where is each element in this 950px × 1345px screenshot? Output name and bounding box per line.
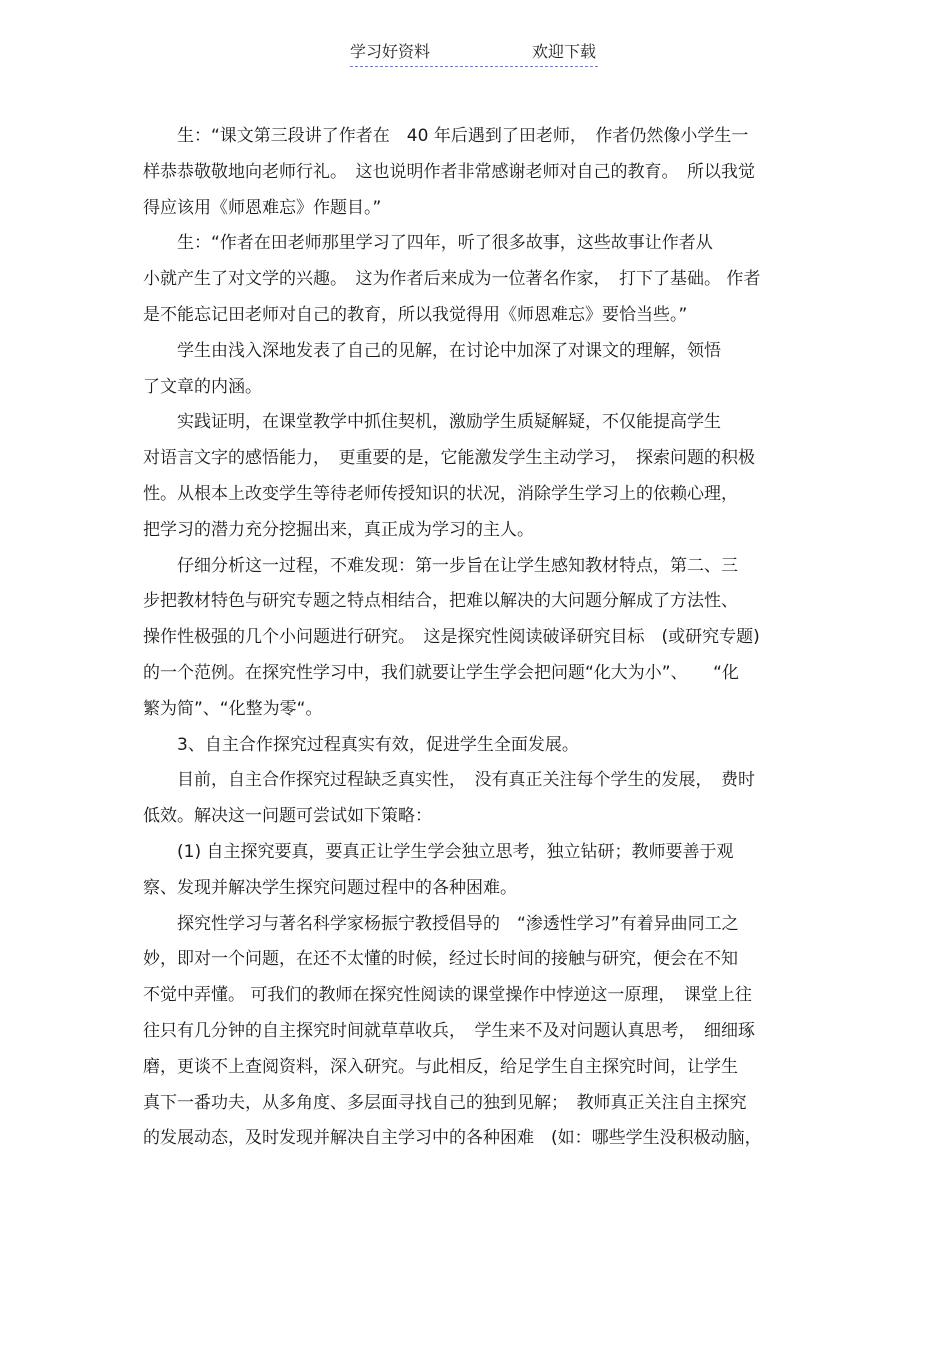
text-line: 目前，自主合作探究过程缺乏真实性， 没有真正关注每个学生的发展， 费时 (143, 770, 755, 791)
text-line: 把学习的潜力充分挖掘出来，真正成为学习的主人。 (143, 519, 534, 540)
text-line: 3、自主合作探究过程真实有效，促进学生全面发展。 (143, 734, 579, 755)
text-line: 是不能忘记田老师对自己的教育，所以我觉得用《师恩难忘》要恰当些。” (143, 305, 688, 325)
text-line: 步把教材特色与研究专题之特点相结合，把难以解决的大问题分解成了方法性、 (143, 591, 738, 612)
text-line: 仔细分析这一过程，不难发现：第一步旨在让学生感知教材特点，第二、三 (143, 555, 738, 576)
text-line: 探究性学习与著名科学家杨振宁教授倡导的 “渗透性学习”有着异曲同工之 (143, 913, 739, 934)
text-line: 的发展动态，及时发现并解决自主学习中的各种困难 (如：哪些学生没积极动脑， (143, 1128, 762, 1149)
text-line: 了文章的内涵。 (143, 376, 262, 397)
text-line: 磨，更谈不上查阅资料，深入研究。与此相反，给足学生自主探究时间，让学生 (143, 1056, 738, 1077)
text-line: 生：“作者在田老师那里学习了四年，听了很多故事，这些故事让作者从 (143, 233, 713, 254)
text-line: 低效。解决这一问题可尝试如下策略： (143, 806, 432, 827)
header-right-text: 欢迎下载 (531, 42, 596, 61)
text-line: 察、发现并解决学生探究问题过程中的各种困难。 (143, 877, 517, 898)
text-line: 的一个范例。在探究性学习中，我们就要让学生学会把问题“化大为小”、 “化 (143, 663, 739, 683)
text-line: 性。从根本上改变学生等待老师传授知识的状况，消除学生学习上的依赖心理， (143, 484, 738, 504)
text-line: 对语言文字的感悟能力， 更重要的是，它能激发学生主动学习， 探索问题的积极 (143, 448, 755, 469)
text-line: 真下一番功夫，从多角度、多层面寻找自己的独到见解； 教师真正关注自主探究 (143, 1092, 747, 1113)
text-line: 生：“课文第三段讲了作者在 40 年后遇到了田老师， 作者仍然像小学生一 (143, 126, 749, 146)
text-line: 小就产生了对文学的兴趣。 这为作者后来成为一位著名作家， 打下了基础。 作者 (143, 269, 761, 290)
text-line: 实践证明，在课堂教学中抓住契机，激励学生质疑解疑，不仅能提高学生 (143, 412, 721, 433)
text-line: 样恭恭敬敬地向老师行礼。 这也说明作者非常感谢老师对自己的教育。 所以我觉 (143, 161, 755, 182)
header-left-text: 学习好资料 (350, 42, 431, 61)
text-line: 繁为简”、“化整为零“。 (143, 698, 323, 719)
page-header (350, 42, 598, 67)
text-line: 操作性极强的几个小问题进行研究。 这是探究性阅读破译研究目标 (或研究专题) (143, 627, 760, 648)
text-line: 得应该用《师恩难忘》作题目。” (143, 197, 382, 218)
text-line: 不觉中弄懂。 可我们的教师在探究性阅读的课堂操作中悖逆这一原理， 课堂上往 (143, 985, 752, 1006)
text-line: 妙，即对一个问题，在还不太懂的时候，经过长时间的接触与研究，便会在不知 (143, 949, 738, 970)
text-line: 学生由浅入深地发表了自己的见解，在讨论中加深了对课文的理解，领悟 (143, 340, 721, 361)
text-line: (1) 自主探究要真，要真正让学生学会独立思考，独立钻研；教师要善于观 (143, 842, 734, 862)
text-line: 往只有几分钟的自主探究时间就草草收兵， 学生来不及对问题认真思考， 细细琢 (143, 1021, 755, 1041)
